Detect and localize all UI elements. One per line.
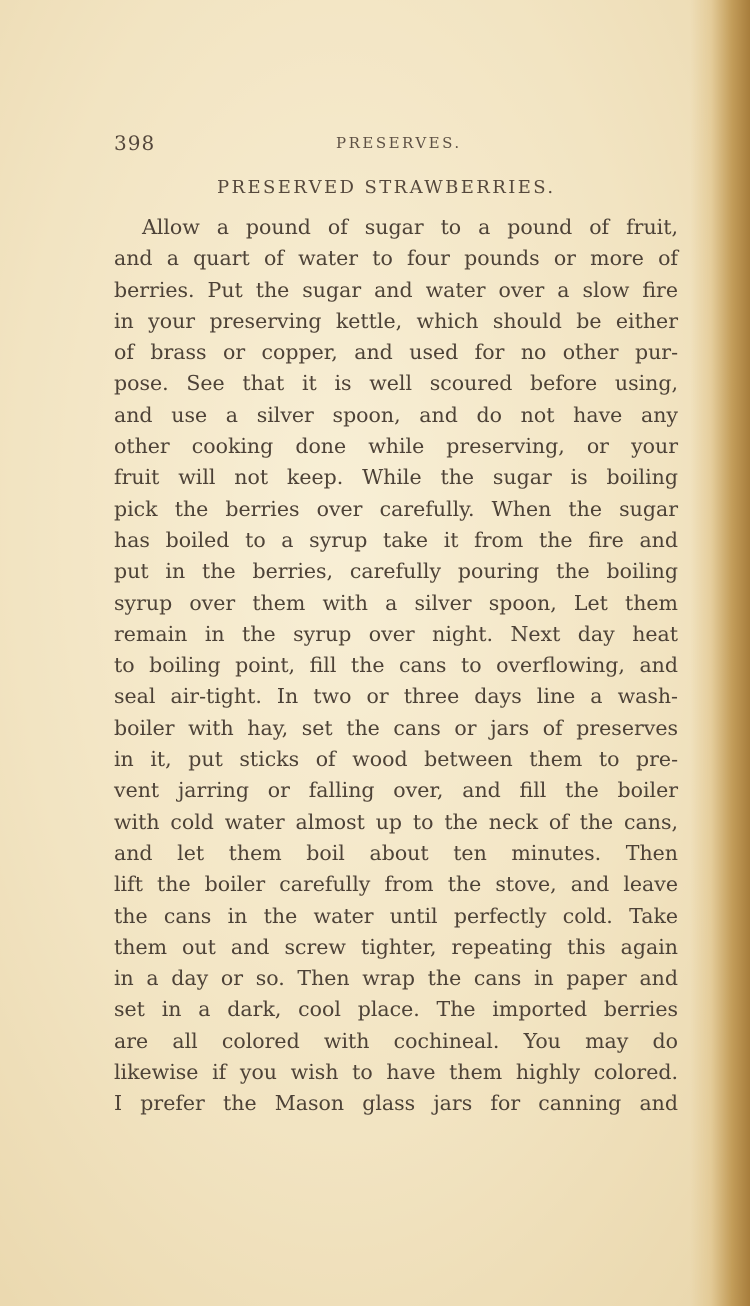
body-line: syrup over them with a silver spoon, Let them xyxy=(114,590,678,615)
body-line: them out and screw tighter, repeating this again xyxy=(114,934,678,959)
page-header xyxy=(114,131,464,157)
body-line: and let them boil about ten minutes. Then xyxy=(114,840,678,865)
body-line: in your preserving kettle, which should be either xyxy=(114,308,678,333)
body-line: and use a silver spoon, and do not have any xyxy=(114,402,678,427)
body-line: I prefer the Mason glass jars for canning and xyxy=(114,1091,678,1116)
body-line: boiler with hay, set the cans or jars of preserves xyxy=(114,715,678,740)
body-line: and a quart of water to four pounds or more of xyxy=(114,246,678,271)
body-line: pose. See that it is well scoured before using, xyxy=(114,371,678,396)
body-line: fruit will not keep. While the sugar is boiling xyxy=(114,465,678,490)
recipe-body xyxy=(114,212,678,1120)
body-line: other cooking done while preserving, or your xyxy=(114,434,678,459)
body-line: of brass or copper, and used for no other pur- xyxy=(114,340,678,365)
body-line: Allow a pound of sugar to a pound of fruit, xyxy=(142,215,678,239)
body-line: put in the berries, carefully pouring the boiling xyxy=(114,559,678,584)
body-line: the cans in the water until perfectly cold. Take xyxy=(114,903,678,928)
body-line: remain in the syrup over night. Next day heat xyxy=(114,621,678,646)
body-line: lift the boiler carefully from the stove, and leave xyxy=(114,872,678,897)
body-line: seal air-tight. In two or three days line a wash- xyxy=(114,684,678,709)
body-line: has boiled to a syrup take it from the fire and xyxy=(114,527,678,552)
running-head: PRESERVES. xyxy=(336,134,462,152)
body-line: are all colored with cochineal. You may do xyxy=(114,1028,678,1053)
body-line: in a day or so. Then wrap the cans in paper and xyxy=(114,966,678,991)
body-line: pick the berries over carefully. When the sugar xyxy=(114,496,678,521)
recipe-title: PRESERVED STRAWBERRIES. xyxy=(217,177,556,198)
page-number: 398 xyxy=(114,131,156,155)
body-line: likewise if you wish to have them highly colored. xyxy=(114,1060,678,1085)
body-line: berries. Put the sugar and water over a slow fire xyxy=(114,277,678,302)
page-edge-shadow xyxy=(690,0,750,1306)
body-line: in it, put sticks of wood between them to pre- xyxy=(114,747,678,772)
body-line: vent jarring or falling over, and fill the boiler xyxy=(114,778,678,803)
body-line: with cold water almost up to the neck of the cans, xyxy=(114,809,678,834)
body-line: set in a dark, cool place. The imported berries xyxy=(114,997,678,1022)
body-line: to boiling point, fill the cans to overflowing, and xyxy=(114,653,678,678)
